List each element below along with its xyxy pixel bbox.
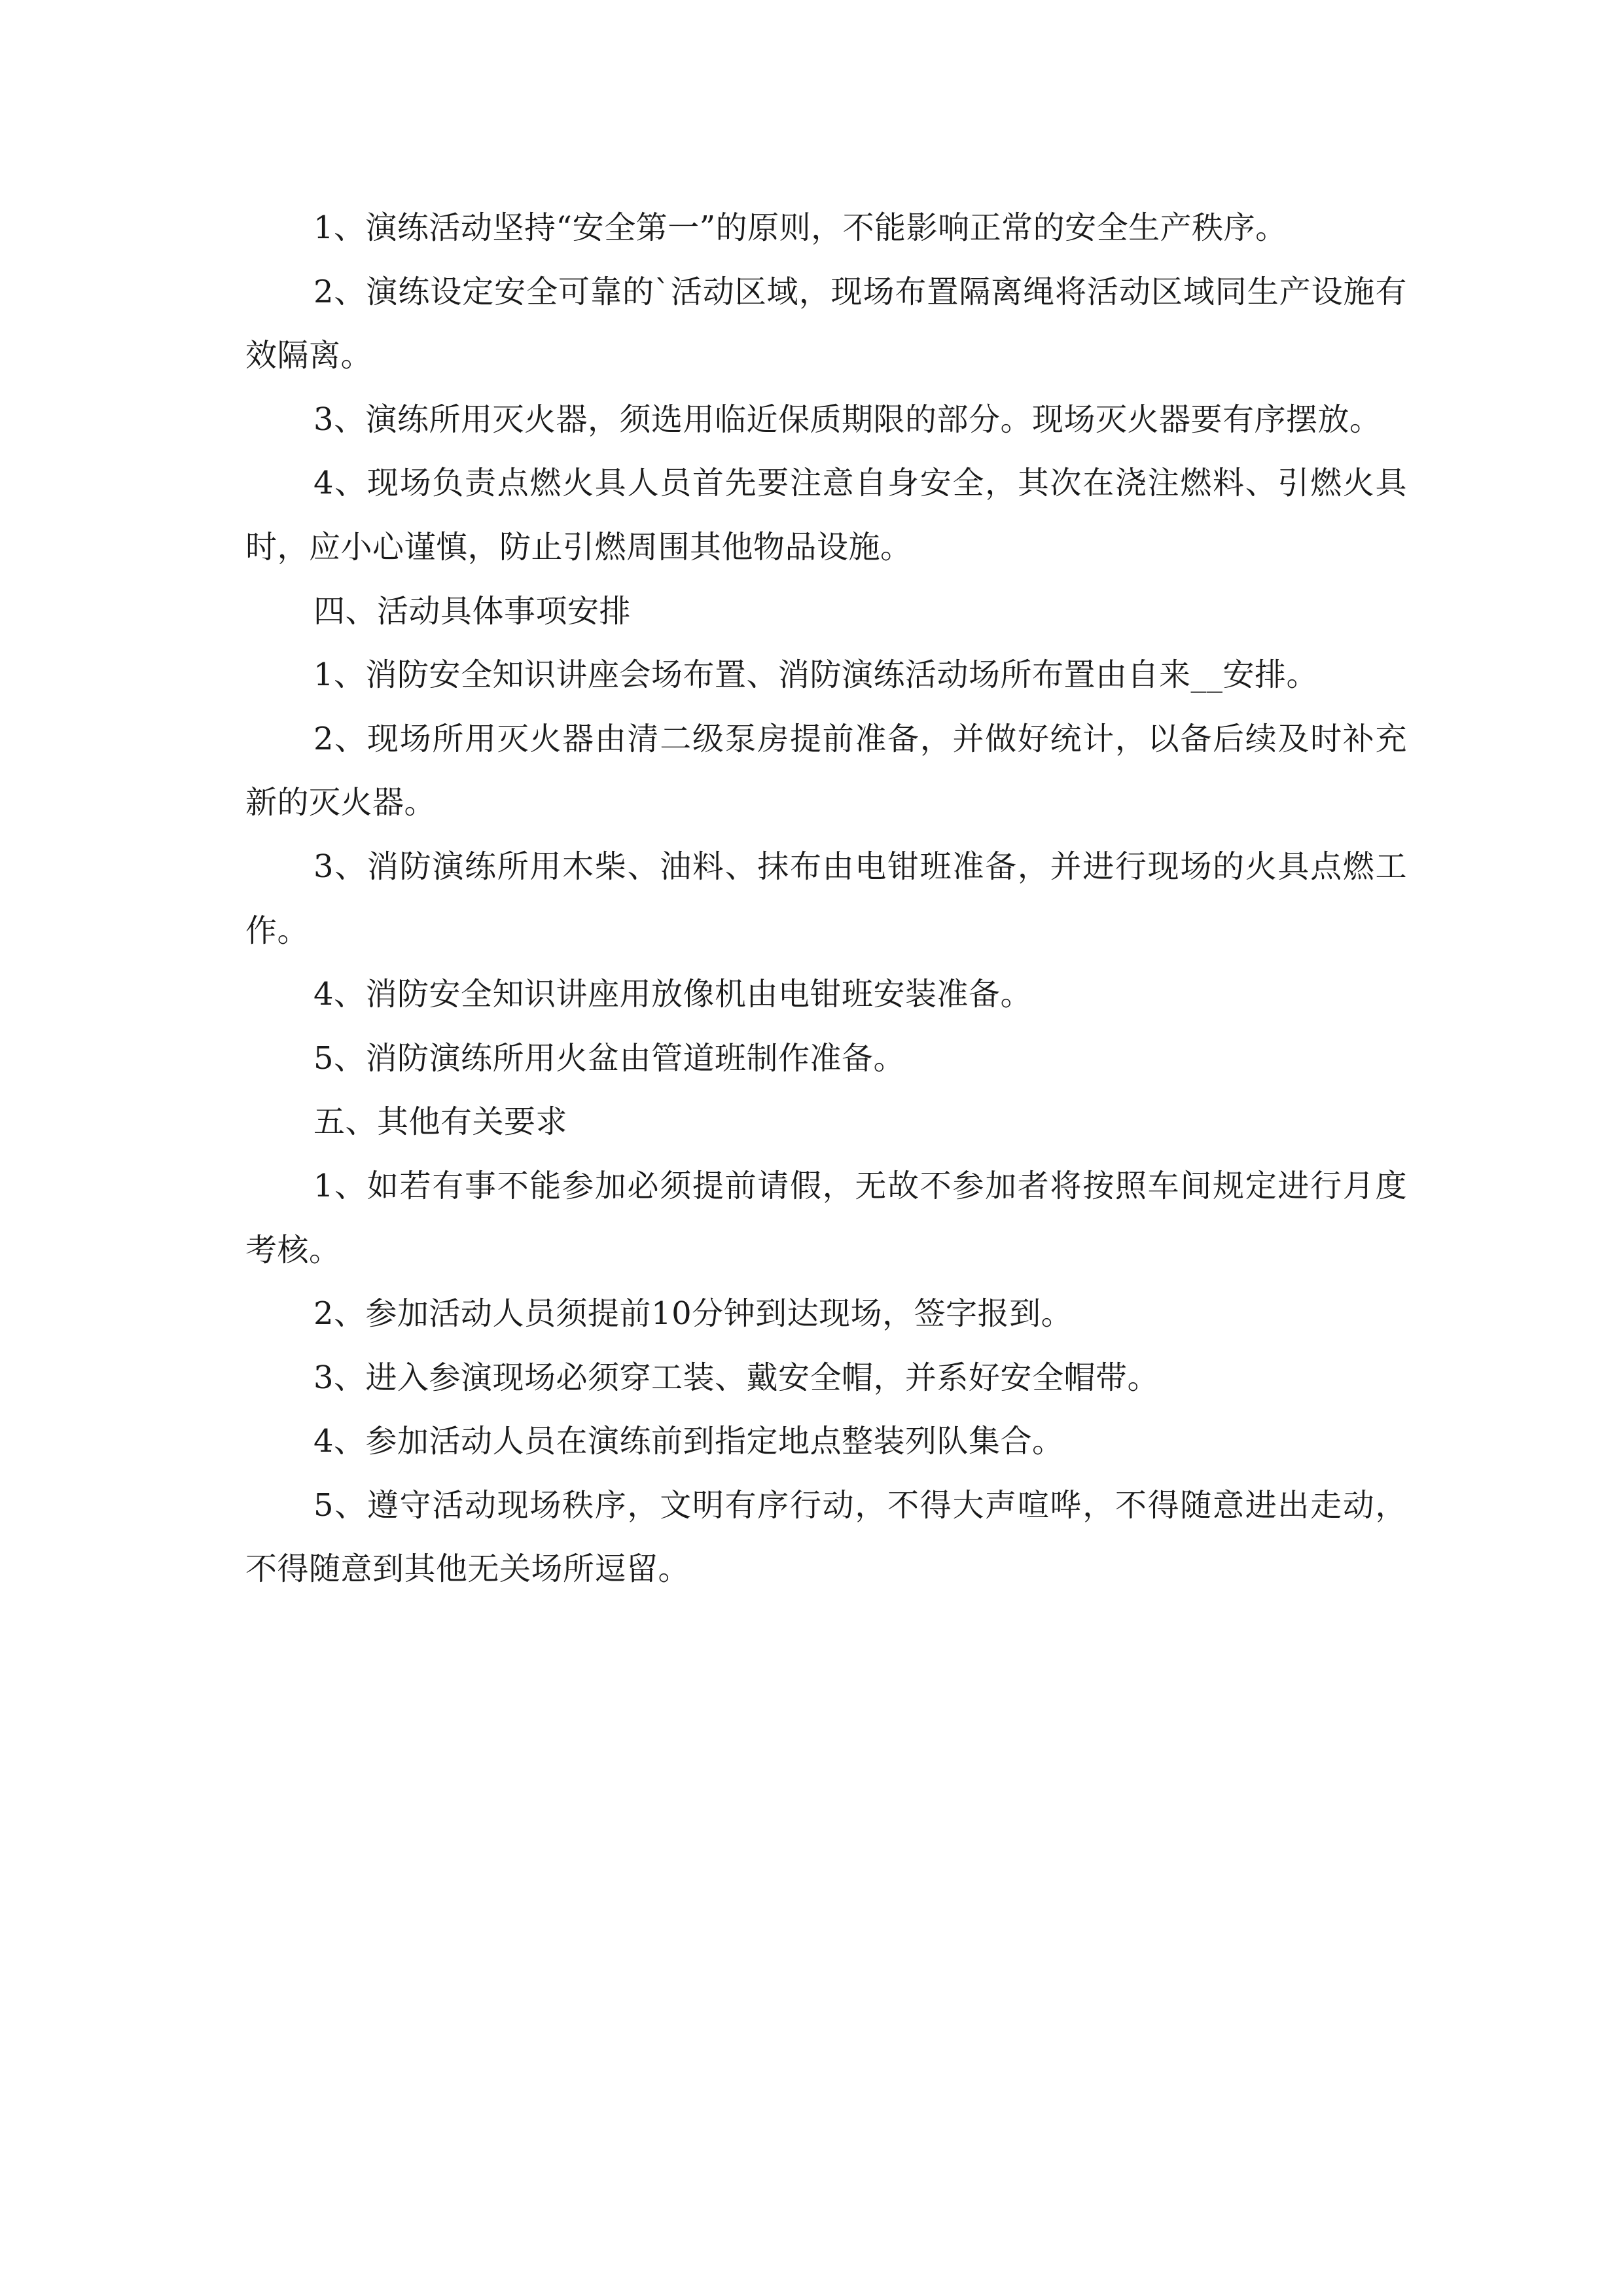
- section-heading-5: 五、其他有关要求: [313, 1103, 568, 1141]
- paragraph-requirement-4: 4、参加活动人员在演练前到指定地点整装列队集合。: [313, 1423, 1064, 1460]
- paragraph-arrangement-3: 3、消防演练所用木柴、油料、抹布由电钳班准备，并进行现场的火具点燃工作。: [245, 848, 1407, 949]
- paragraph-rule-2: 2、演练设定安全可靠的`活动区域，现场布置隔离绳将活动区域同生产设施有效隔离。: [245, 273, 1407, 374]
- paragraph-arrangement-5: 5、消防演练所用火盆由管道班制作准备。: [313, 1039, 906, 1077]
- paragraph-rule-3: 3、演练所用灭火器，须选用临近保质期限的部分。现场灭火器要有序摆放。: [313, 401, 1382, 438]
- paragraph-requirement-1: 1、如若有事不能参加必须提前请假，无故不参加者将按照车间规定进行月度考核。: [245, 1167, 1407, 1268]
- paragraph-arrangement-2: 2、现场所用灭火器由清二级泵房提前准备，并做好统计，以备后续及时补充新的灭火器。: [245, 720, 1407, 821]
- paragraph-arrangement-4: 4、消防安全知识讲座用放像机由电钳班安装准备。: [313, 976, 1033, 1013]
- document-body: [245, 196, 1407, 1602]
- paragraph-requirement-2: 2、参加活动人员须提前10分钟到达现场，签字报到。: [313, 1295, 1073, 1333]
- paragraph-arrangement-1: 1、消防安全知识讲座会场布置、消防演练活动场所布置由自来__安排。: [313, 656, 1319, 694]
- paragraph-rule-1: 1、演练活动坚持“安全第一”的原则，不能影响正常的安全生产秩序。: [313, 209, 1287, 246]
- paragraph-rule-4: 4、现场负责点燃火具人员首先要注意自身安全，其次在浇注燃料、引燃火具时，应小心谨慎，防止引燃周围其他物品设施。: [245, 465, 1407, 565]
- section-heading-4: 四、活动具体事项安排: [313, 592, 632, 630]
- paragraph-requirement-5: 5、遵守活动现场秩序，文明有序行动，不得大声喧哗，不得随意进出走动，不得随意到其他无关场所逗留。: [245, 1486, 1407, 1588]
- paragraph-requirement-3: 3、进入参演现场必须穿工装、戴安全帽，并系好安全帽带。: [313, 1359, 1160, 1396]
